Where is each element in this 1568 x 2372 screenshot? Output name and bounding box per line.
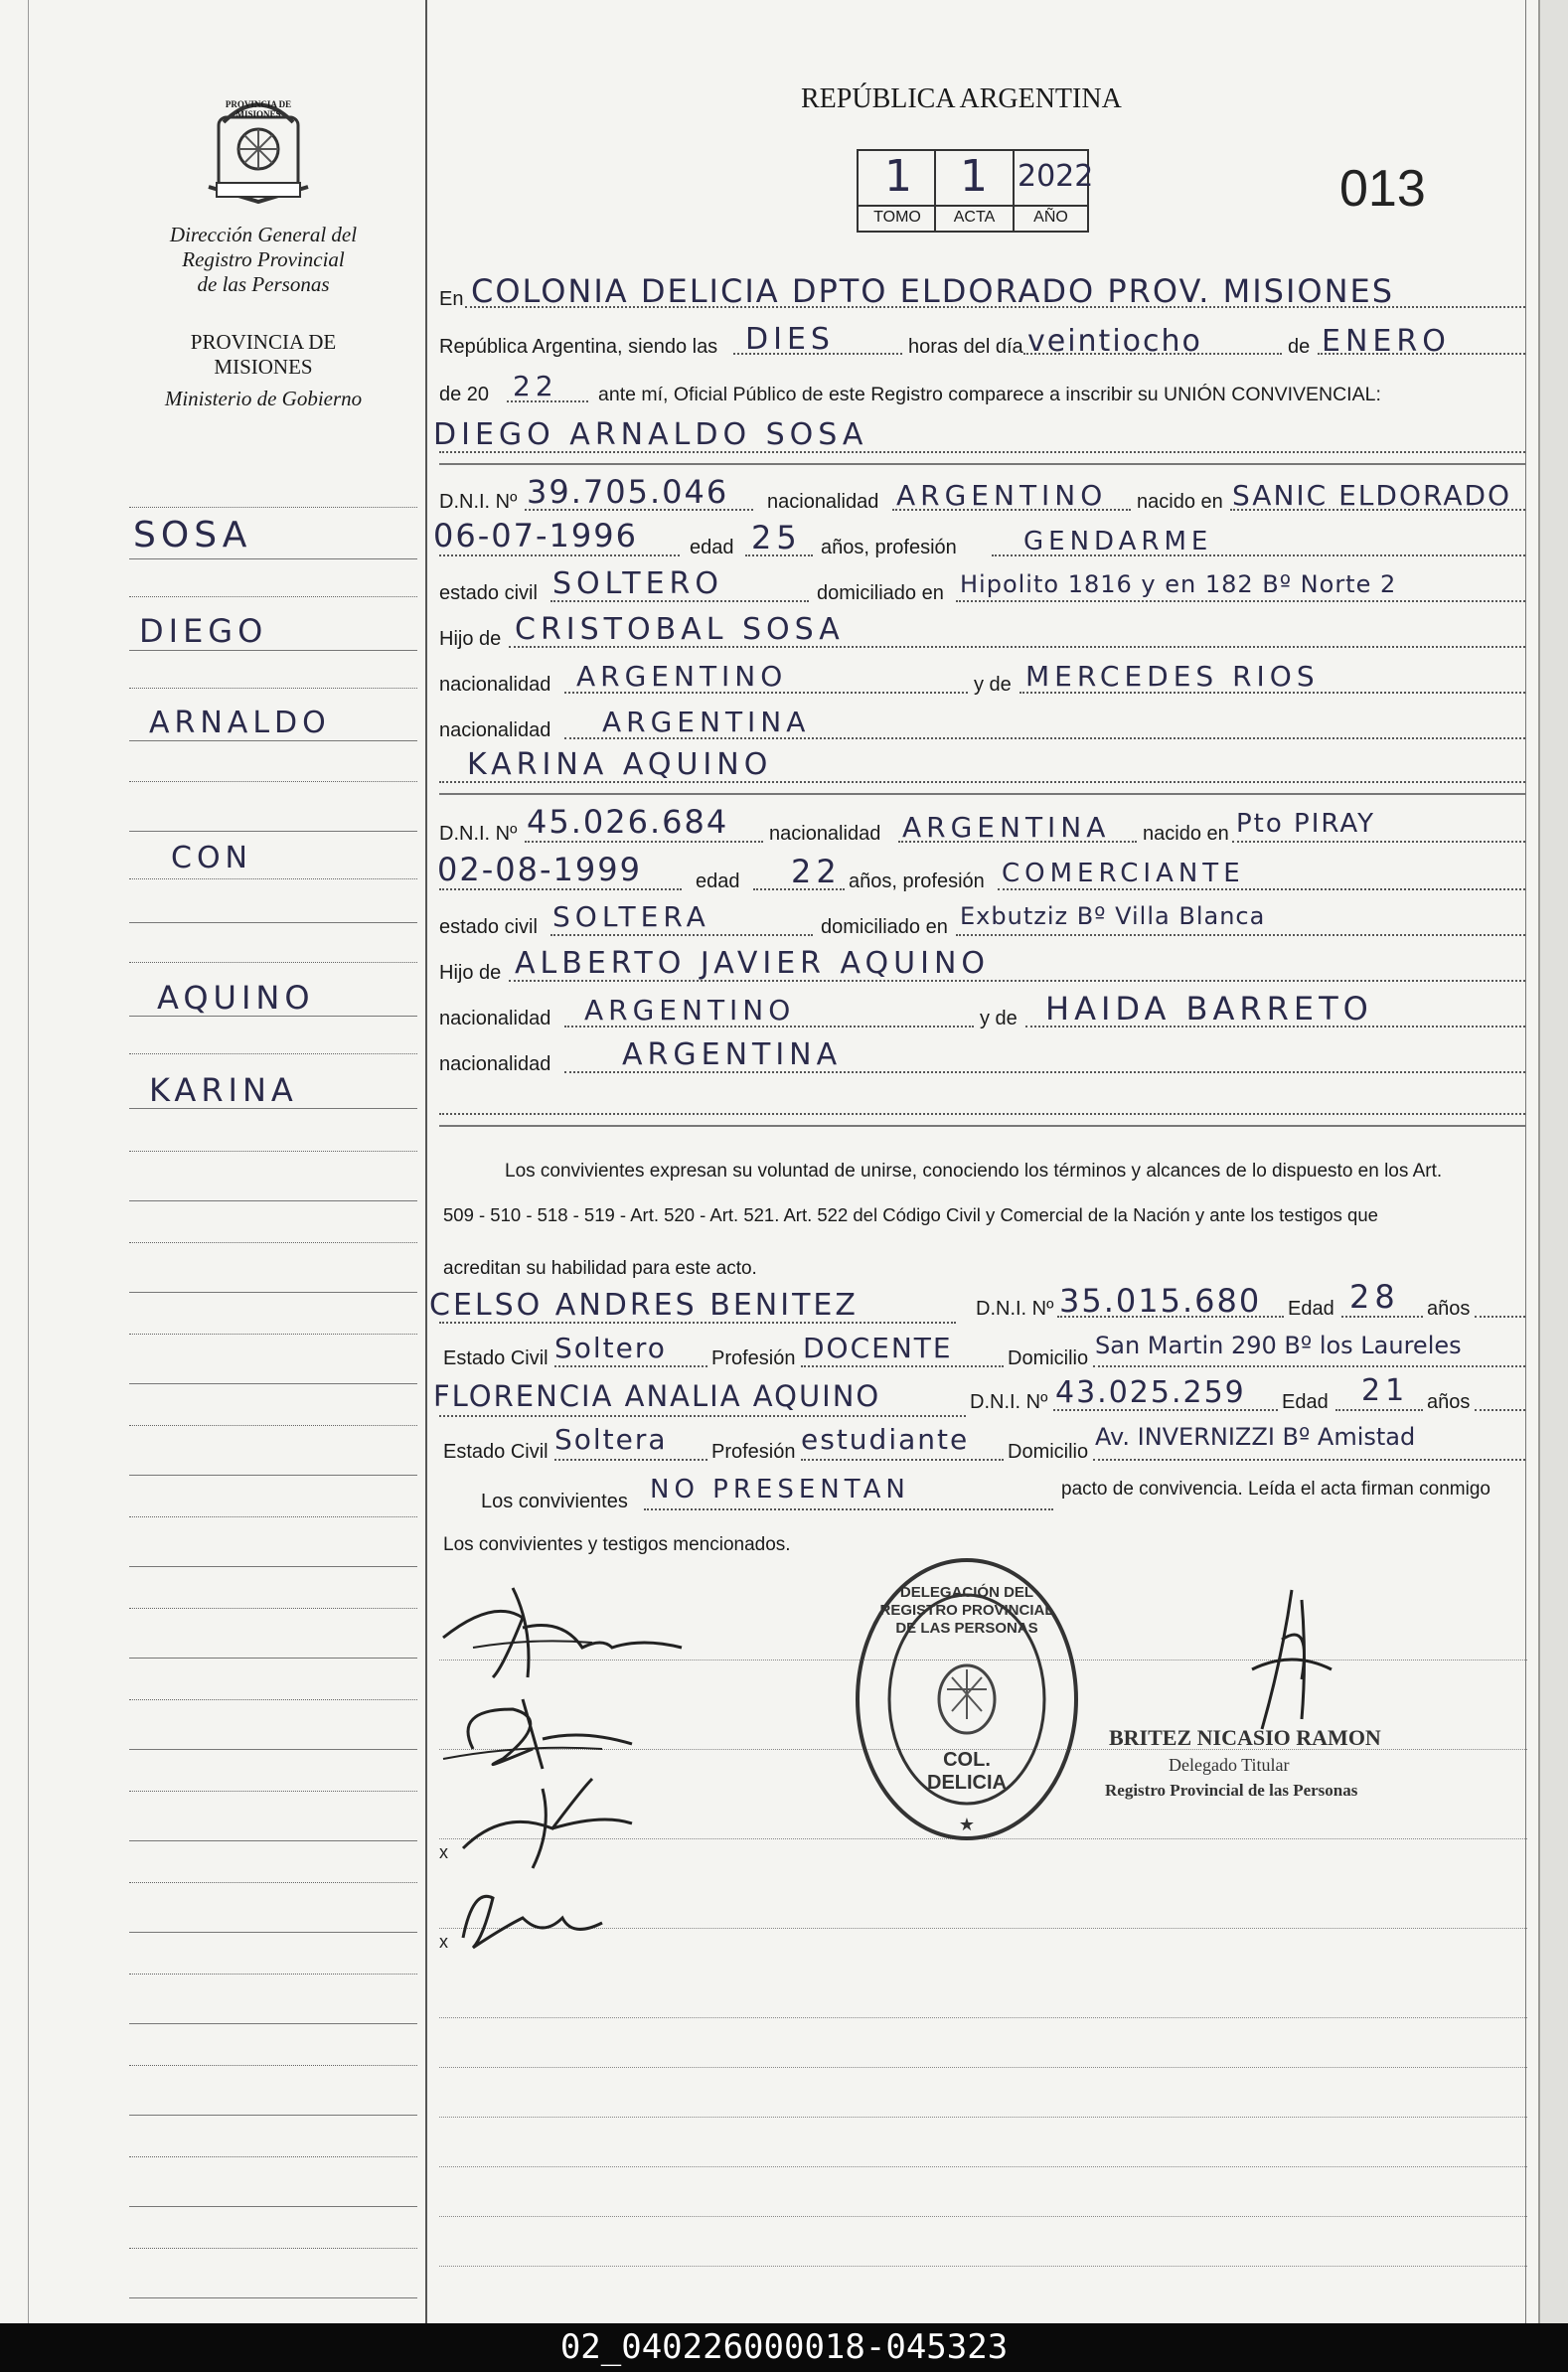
tomo-label: TOMO (873, 209, 921, 226)
official-name: BRITEZ NICASIO RAMON (1109, 1725, 1381, 1750)
person2-civil-status: SOLTERA (552, 900, 710, 933)
margin-line (129, 1932, 417, 1933)
margin-line (129, 1882, 417, 1883)
witness2-profession: estudiante (801, 1423, 970, 1456)
nacionalidad-label: nacionalidad (767, 491, 879, 513)
estado-civil-label: estado civil (439, 916, 538, 938)
dotted-line (1093, 1365, 1525, 1367)
convivientes-label: Los convivientes (481, 1491, 628, 1512)
margin-line (129, 2023, 417, 2024)
margin-line (129, 1974, 417, 1975)
y-de-label: y de (980, 1008, 1018, 1029)
margin-line (129, 1608, 417, 1609)
day-value: veintiocho (1027, 324, 1202, 359)
dotted-line (465, 306, 1525, 308)
witness1-address: San Martin 290 Bº los Laureles (1095, 1332, 1462, 1359)
edad-label: edad (690, 537, 734, 558)
de20-label: de 20 (439, 384, 490, 405)
margin-line (129, 1699, 417, 1700)
dni-label: D.N.I. Nº (970, 1391, 1048, 1413)
dotted-line (554, 1459, 707, 1461)
dotted-line (550, 934, 813, 936)
margin-line (129, 1658, 417, 1659)
margin-line (129, 1840, 417, 1841)
page-edge (1538, 0, 1568, 2323)
nacionalidad-label: nacionalidad (439, 719, 551, 741)
margin-line (129, 1334, 417, 1335)
dotted-line (564, 1026, 974, 1028)
pact-text: pacto de convivencia. Leída el acta firman conmigo (1061, 1479, 1490, 1500)
dotted-line (439, 888, 682, 890)
person1-profession: GENDARME (1023, 527, 1213, 556)
margin-name-4: CON (171, 841, 253, 875)
dni-label: D.N.I. Nº (439, 491, 518, 513)
dotted-line (1023, 353, 1282, 355)
person2-address: Exbutziz Bº Villa Blanca (960, 902, 1266, 930)
province-line: PROVINCIA DE (190, 330, 337, 354)
dotted-line (956, 934, 1525, 936)
office-line: Dirección General del (169, 223, 358, 246)
margin-name-1: SOSA (133, 515, 252, 555)
dotted-line (1019, 692, 1525, 694)
signature-4 (433, 1878, 632, 1958)
y-de-label: y de (974, 674, 1012, 696)
ruled-line (439, 2067, 1527, 2068)
dni-label: D.N.I. Nº (976, 1298, 1054, 1320)
binding-line (28, 0, 29, 2323)
person1-address: Hipolito 1816 y en 182 Bº Norte 2 (960, 570, 1397, 598)
domicilio-label: Domicilio (1008, 1441, 1089, 1463)
person1-age: 25 (751, 519, 802, 556)
dotted-line (801, 1365, 1004, 1367)
svg-text:x: x (439, 1932, 448, 1952)
margin-line (129, 1566, 417, 1567)
margin-line (129, 1516, 417, 1517)
anios-label: años (1427, 1391, 1471, 1413)
right-border (1525, 0, 1526, 2323)
ruled-line (439, 2266, 1527, 2267)
section-rule (439, 463, 1525, 465)
margin-line (129, 2065, 417, 2066)
section-rule (439, 793, 1525, 795)
hijo-de-label: Hijo de (439, 628, 502, 650)
edad-label: edad (696, 870, 740, 892)
margin-name-5: AQUINO (157, 979, 315, 1017)
dotted-line (998, 888, 1525, 890)
dotted-line (564, 1071, 1525, 1073)
ministry-name: Ministerio de Gobierno (164, 387, 363, 410)
dotted-line (898, 841, 1137, 843)
margin-line (129, 596, 417, 597)
witness2-civil-status: Soltera (554, 1423, 668, 1456)
person1-father-nationality: ARGENTINO (576, 660, 788, 693)
margin-line (129, 781, 417, 782)
acta-label: ACTA (953, 209, 996, 226)
dotted-line (1232, 841, 1525, 843)
person2-mother: HAIDA BARRETO (1045, 990, 1373, 1028)
month-value: ENERO (1322, 324, 1451, 359)
domiciliado-label: domiciliado en (821, 916, 948, 938)
acta-value: 1 (960, 151, 993, 202)
margin-line (129, 1016, 417, 1017)
person2-profession: COMERCIANTE (1002, 859, 1245, 888)
witness2-address: Av. INVERNIZZI Bº Amistad (1095, 1423, 1416, 1451)
margin-line (129, 1749, 417, 1750)
horas-label: horas del día (908, 336, 1023, 358)
dotted-line (439, 781, 1525, 783)
place-value: COLONIA DELICIA DPTO ELDORADO PROV. MISIONES (471, 272, 1395, 310)
margin-line (129, 2248, 417, 2249)
box-divider (857, 205, 1087, 207)
declaration-line: 509 - 510 - 518 - 519 - Art. 520 - Art. 521. Art. 522 del Código Civil y Comercial de la Nación y ante los testigos que (443, 1204, 1378, 1225)
margin-line (129, 650, 417, 651)
profesion-label: Profesión (711, 1441, 796, 1463)
person2-nationality: ARGENTINA (902, 811, 1111, 844)
dotted-line (509, 646, 1525, 648)
anio-value: 2022 (1018, 159, 1094, 194)
margin-line (129, 2206, 417, 2207)
margin-line (129, 2297, 417, 2298)
republic-heading: REPÚBLICA ARGENTINA (801, 83, 1122, 114)
ruled-line (439, 2017, 1527, 2018)
province-line: MISIONES (214, 355, 313, 379)
witness1-profession: DOCENTE (803, 1332, 953, 1364)
nacionalidad-label: nacionalidad (769, 823, 881, 845)
domicilio-label: Domicilio (1008, 1347, 1089, 1369)
margin-line (129, 1791, 417, 1792)
estado-civil-label: Estado Civil (443, 1347, 549, 1369)
witness1-age: 28 (1349, 1278, 1400, 1316)
person1-mother-nationality: ARGENTINA (602, 706, 811, 738)
witness1-dni: 35.015.680 (1059, 1282, 1262, 1320)
anio-label: AÑO (1033, 209, 1068, 226)
dotted-line (550, 600, 809, 602)
dotted-line (1025, 1026, 1525, 1028)
estado-civil-label: estado civil (439, 582, 538, 604)
margin-line (129, 688, 417, 689)
office-name (129, 223, 397, 297)
margin-line (129, 1200, 417, 1201)
profesion-label: años, profesión (821, 537, 957, 558)
witness1-civil-status: Soltero (554, 1332, 667, 1364)
appear-text: ante mí, Oficial Público de este Registro comparece a inscribir su UNIÓN CONVIVENCIAL: (598, 384, 1381, 405)
dotted-line (1335, 1409, 1423, 1411)
logo-ring-text: PROVINCIA DE MISIONES (225, 99, 292, 119)
witness2-dni: 43.025.259 (1055, 1375, 1246, 1410)
tomo-value: 1 (884, 151, 917, 202)
hijo-de-label: Hijo de (439, 962, 502, 984)
office-line: de las Personas (197, 272, 330, 296)
person1-dni: 39.705.046 (527, 473, 729, 511)
ruled-line (439, 2166, 1527, 2167)
margin-line (129, 922, 417, 923)
person1-nationality: ARGENTINO (896, 479, 1108, 512)
dotted-line (892, 509, 1131, 511)
person2-mother-nationality: ARGENTINA (622, 1037, 843, 1072)
margin-line (129, 1151, 417, 1152)
hour-value: DIES (745, 322, 835, 357)
person1-birthplace: SANIC ELDORADO (1232, 479, 1512, 512)
dotted-line (733, 353, 902, 355)
edad-label: Edad (1282, 1391, 1329, 1413)
dotted-line (644, 1508, 1053, 1510)
dotted-line (564, 692, 968, 694)
person1-name: DIEGO ARNALDO SOSA (433, 417, 868, 452)
dotted-line (992, 554, 1525, 556)
margin-line (129, 558, 417, 559)
margin-line (129, 962, 417, 963)
stamp-ring-text: DELEGACIÓN DEL REGISTRO PROVINCIAL DE LAS PERSONAS (879, 1584, 1054, 1637)
dotted-line (1057, 1316, 1284, 1318)
person2-birthplace: Pto PIRAY (1236, 809, 1376, 839)
dotted-line (1093, 1459, 1525, 1461)
margin-line (129, 740, 417, 741)
person2-age: 22 (791, 853, 842, 890)
declaration-line: acreditan su habilidad para este acto. (443, 1258, 757, 1279)
person1-father: CRISTOBAL SOSA (515, 612, 845, 647)
dotted-line (1475, 1409, 1525, 1411)
year-value: 22 (513, 370, 558, 402)
dotted-line (509, 980, 1525, 982)
declaration-line: Los convivientes expresan su voluntad de unirse, conociendo los términos y alcances de lo dispuesto en los Art. (505, 1161, 1443, 1182)
dotted-line (956, 600, 1525, 602)
margin-line (129, 831, 417, 832)
ruled-line (439, 2216, 1527, 2217)
svg-text:★: ★ (958, 1815, 976, 1834)
dotted-line (1318, 353, 1525, 355)
nacionalidad-label: nacionalidad (439, 1008, 551, 1029)
dotted-line (439, 1322, 956, 1324)
witness2-age: 21 (1361, 1373, 1410, 1408)
dotted-line (439, 1415, 966, 1417)
estado-civil-label: Estado Civil (443, 1441, 549, 1463)
person2-father: ALBERTO JAVIER AQUINO (515, 946, 991, 981)
page-number: 013 (1339, 160, 1426, 218)
dotted-line (554, 1365, 707, 1367)
margin-name-3: ARNALDO (149, 706, 331, 740)
person1-birthdate: 06-07-1996 (433, 517, 638, 554)
dotted-line (439, 451, 1525, 453)
person2-name: KARINA AQUINO (467, 747, 773, 782)
witness2-name: FLORENCIA ANALIA AQUINO (433, 1379, 881, 1413)
en-label: En (439, 288, 464, 310)
dotted-line (1053, 1409, 1278, 1411)
section-rule (439, 1125, 1525, 1127)
signature-3 (433, 1769, 662, 1878)
republic-label: República Argentina, siendo las (439, 336, 718, 358)
dotted-line (439, 1113, 1525, 1115)
dotted-line (1230, 509, 1525, 511)
dotted-line (753, 888, 845, 890)
dotted-line (439, 554, 680, 556)
dni-label: D.N.I. Nº (439, 823, 518, 845)
ruled-line (439, 2117, 1527, 2118)
domiciliado-label: domiciliado en (817, 582, 944, 604)
pact-value: NO PRESENTAN (650, 1475, 910, 1504)
dotted-line (564, 737, 1525, 739)
anios-label: años (1427, 1298, 1471, 1320)
person1-mother: MERCEDES RIOS (1025, 660, 1320, 693)
person2-father-nationality: ARGENTINO (584, 994, 796, 1027)
margin-line (129, 1242, 417, 1243)
office-line: Registro Provincial (182, 247, 345, 271)
dotted-line (525, 509, 753, 511)
scan-id-text: 02_040226000018-045323 (559, 2327, 1009, 2367)
province-name (129, 330, 397, 380)
margin-line (129, 1292, 417, 1293)
margin-line (129, 878, 417, 879)
person1-civil-status: SOLTERO (552, 566, 723, 601)
person2-dni: 45.026.684 (527, 803, 729, 841)
nacionalidad-label: nacionalidad (439, 1053, 551, 1075)
dotted-line (745, 554, 813, 556)
dotted-line (1341, 1316, 1423, 1318)
nacido-en-label: nacido en (1137, 491, 1223, 513)
margin-name-6: KARINA (149, 1071, 298, 1109)
person2-birthdate: 02-08-1999 (437, 851, 642, 888)
closing-line: Los convivientes y testigos mencionados. (443, 1534, 791, 1555)
dotted-line (525, 841, 763, 843)
official-signature (1222, 1580, 1341, 1739)
signature-1 (433, 1578, 711, 1687)
official-role: Delegado Titular (1169, 1755, 1290, 1775)
dotted-line (1475, 1316, 1525, 1318)
margin-divider (425, 0, 427, 2323)
profesion-label: Profesión (711, 1347, 796, 1369)
scan-id-bar (0, 2323, 1568, 2372)
margin-line (129, 1425, 417, 1426)
margin-line (129, 1475, 417, 1476)
margin-line (129, 1053, 417, 1054)
margin-line (129, 507, 417, 508)
nacido-en-label: nacido en (1143, 823, 1229, 845)
svg-text:x: x (439, 1842, 448, 1862)
margin-line (129, 1383, 417, 1384)
stamp-inner-text: COL. DELICIA (927, 1749, 1007, 1794)
margin-line (129, 2115, 417, 2116)
witness1-name: CELSO ANDRES BENITEZ (429, 1288, 859, 1323)
official-office: Registro Provincial de las Personas (1105, 1781, 1358, 1800)
nacionalidad-label: nacionalidad (439, 674, 551, 696)
margin-line (129, 2156, 417, 2157)
dotted-line (507, 400, 588, 402)
edad-label: Edad (1288, 1298, 1334, 1320)
profesion-label: años, profesión (849, 870, 985, 892)
margin-line (129, 1108, 417, 1109)
de-label: de (1288, 336, 1311, 358)
dotted-line (801, 1459, 1004, 1461)
margin-name-2: DIEGO (139, 612, 268, 650)
